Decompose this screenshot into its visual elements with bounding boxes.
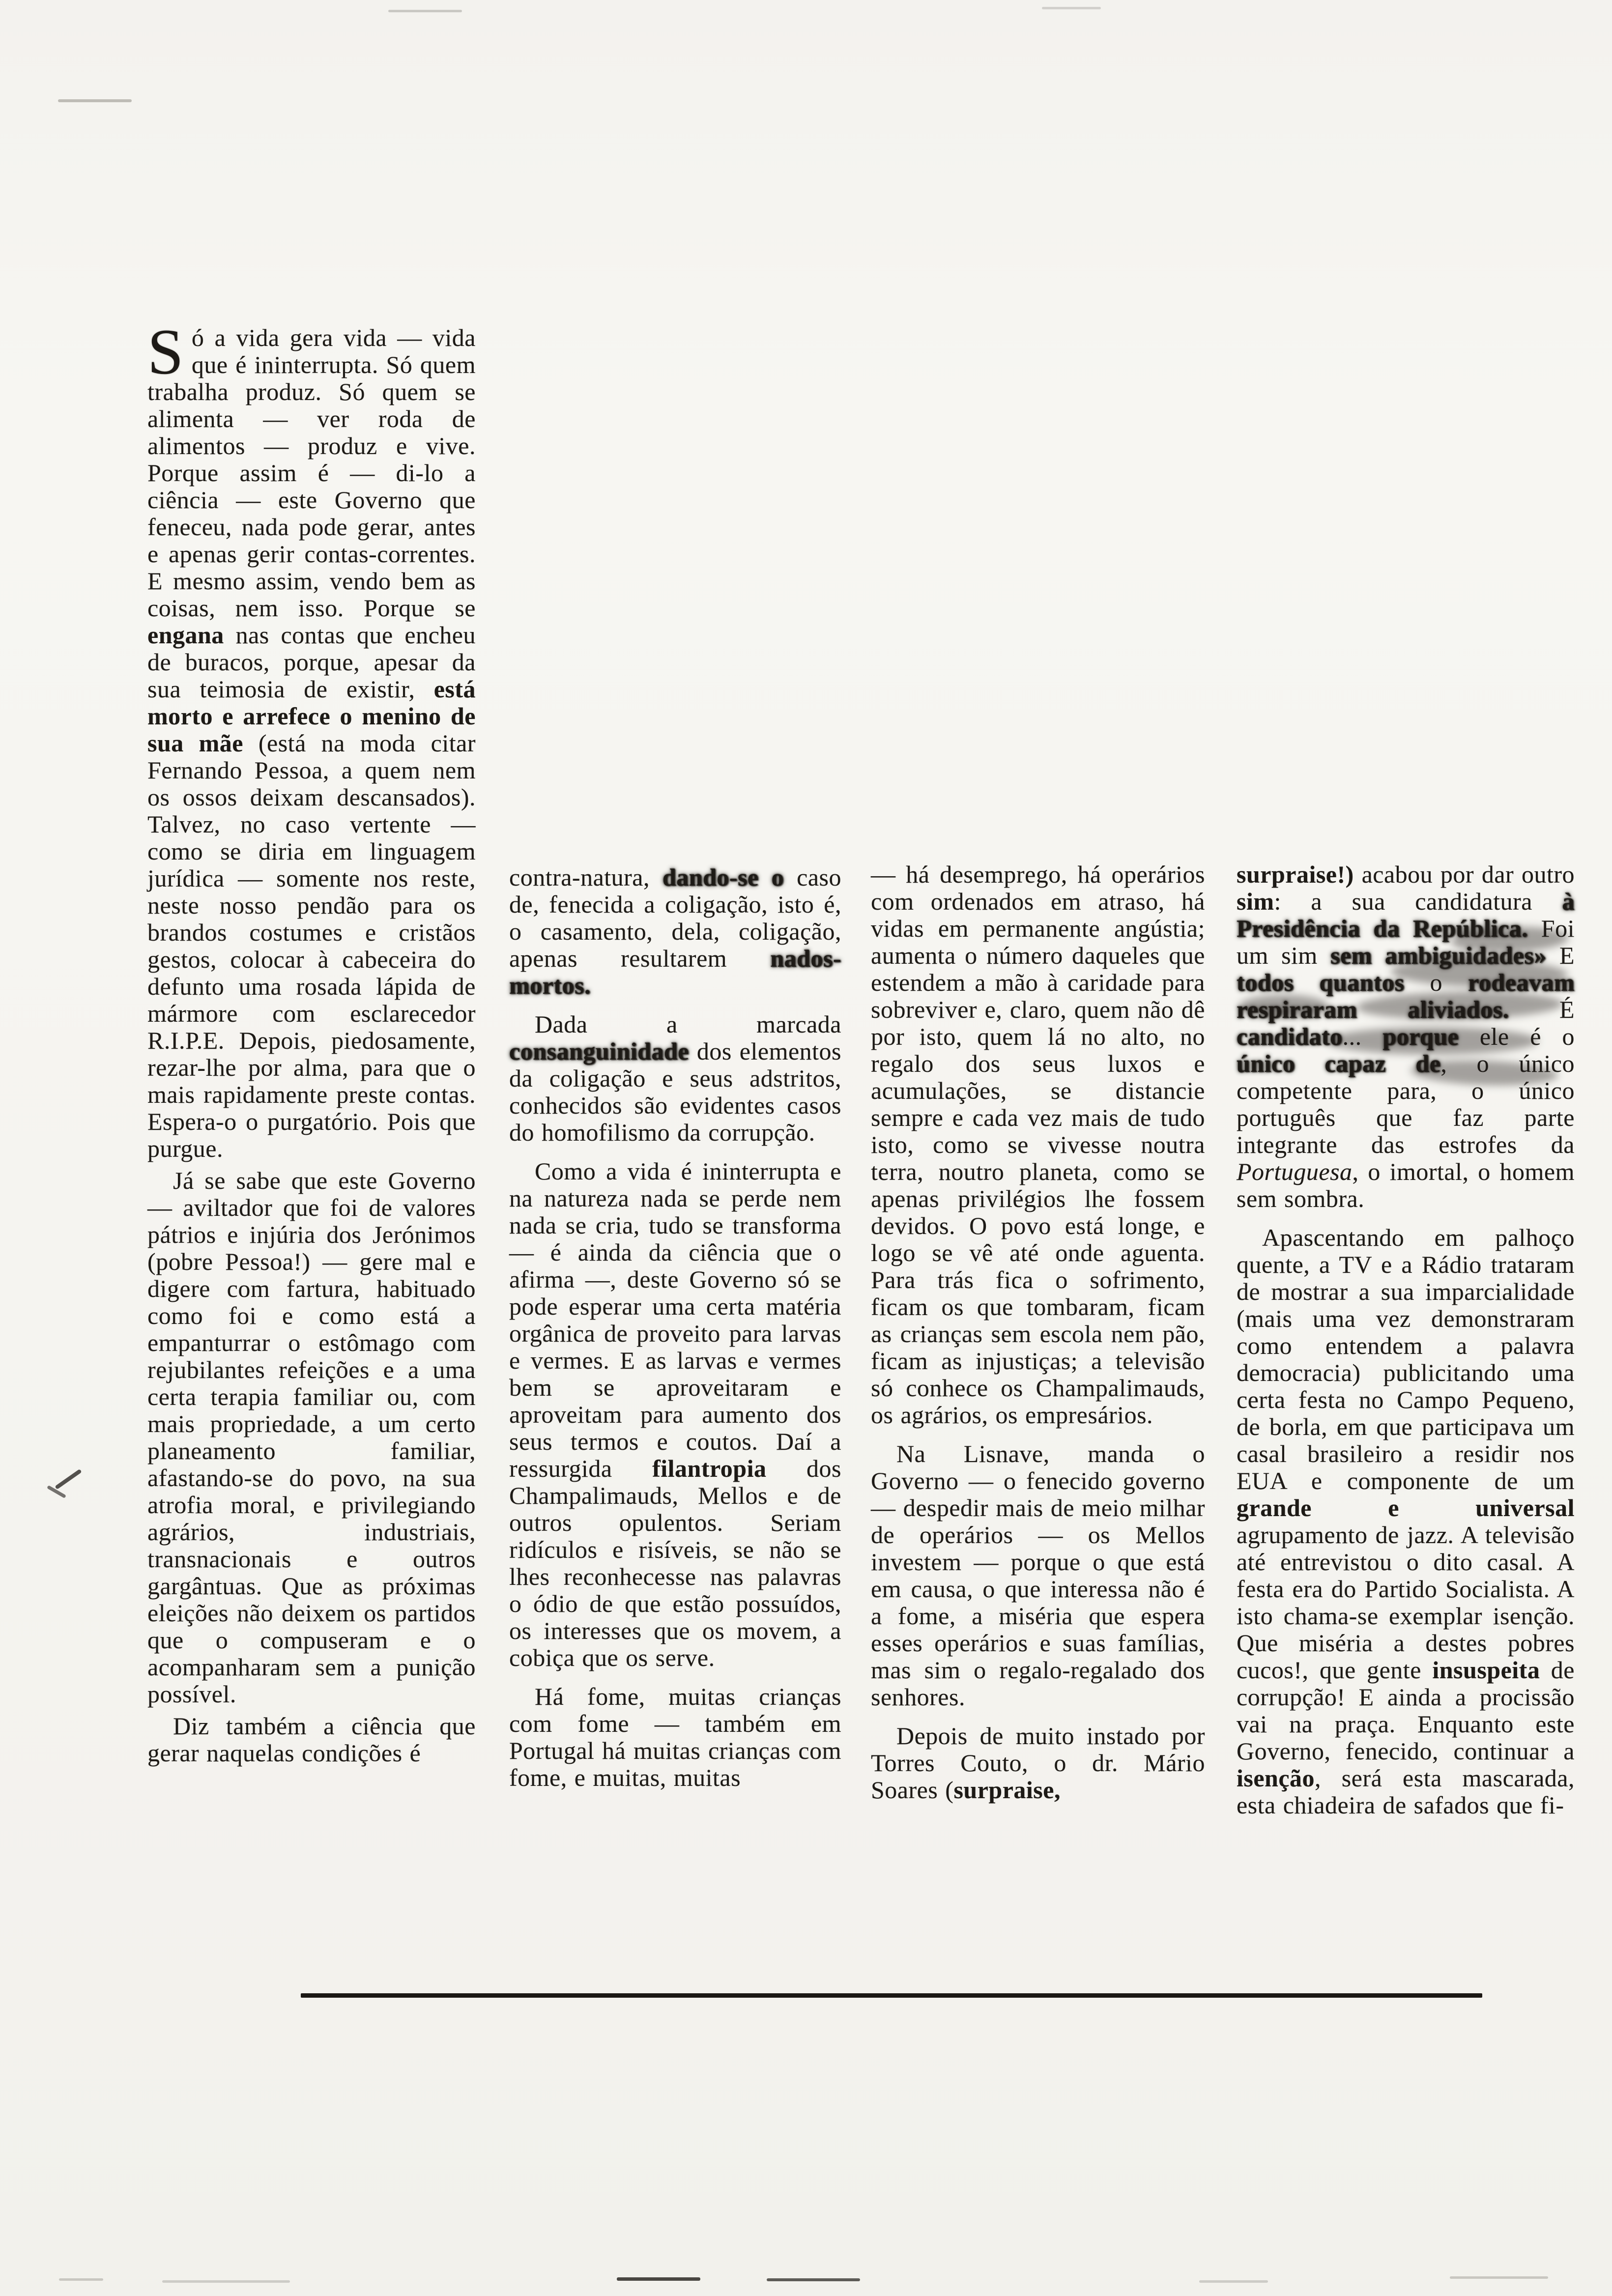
text-run: É [1509, 996, 1575, 1023]
text-run: ele é o [1459, 1023, 1575, 1050]
text-run: Depois de muito instado por Torres Couto, o dr. Mário Soares ( [871, 1722, 1205, 1804]
paragraph [871, 1722, 1205, 1804]
text-run: está morto e arrefece o menino de sua mãe [147, 675, 476, 757]
scan-artifact-dash [1042, 7, 1101, 9]
text-run: candidato [1237, 1023, 1343, 1050]
text-run: insuspeita [1432, 1656, 1540, 1684]
text-run: dos elementos da coligação e seus adstritos, conhecidos são evidentes casos do homofilismo da corrupção. [509, 1037, 841, 1146]
paragraph [509, 1158, 841, 1671]
paragraph [871, 1440, 1205, 1711]
scan-artifact-dash [1450, 2276, 1548, 2279]
pen-mark [55, 1469, 82, 1490]
text-run: à Presidência da República. [1237, 888, 1575, 942]
paragraph [147, 1713, 476, 1767]
article-column-2 [509, 864, 841, 1803]
paragraph [509, 864, 841, 999]
scan-artifact-dash [617, 2277, 700, 2281]
text-run: , o único competente para, o único português que faz parte integrante das estrofes da [1237, 1050, 1575, 1158]
ink-smudge [1327, 1027, 1538, 1055]
text-run: isenção [1237, 1764, 1315, 1792]
text-run: E [1546, 942, 1575, 969]
ink-smudge [1239, 995, 1328, 1017]
text-run: dos Champalimauds, Mellos e de outros opulentos. Seriam ridículos e risíveis, se não se lhes reconhecesse nas palavras o ódio de que estão possuídos, os interesses que os movem, a cobiça que os serve. [509, 1455, 841, 1671]
text-run: grande e universal [1237, 1494, 1575, 1521]
scan-artifact-dash [162, 2280, 290, 2283]
text-run: filantropia [652, 1455, 767, 1482]
text-run: o [1404, 969, 1468, 996]
text-run: ... [1342, 1023, 1383, 1050]
drop-cap: S [147, 316, 184, 388]
bottom-rule [301, 1993, 1482, 1998]
article-column-3 [871, 861, 1205, 1815]
text-run: dando-se o [662, 863, 784, 891]
text-run: (está na moda citar Fernando Pessoa, a quem nem os ossos deixam descansados). Talvez, no caso vertente — como se diria em linguagem jurídica — somente nos reste, neste nosso pendão para os brandos costumes e cristãos gestos, colocar à cabeceira do defunto uma rosada lápida de mármore com esclarecedor R.I.P.E. Depois, piedosamente, rezar-lhe por alma, para que o mais rapidamente preste contas. Espera-o o purgatório. Pois que purgue. [147, 729, 476, 1162]
text-run: porque [1382, 1023, 1459, 1050]
text-run: surpraise!) [1237, 861, 1354, 888]
text-run: , o imortal, o homem sem sombra. [1237, 1158, 1575, 1212]
text-run: consanguinidade [509, 1037, 689, 1065]
text-run: nas contas que encheu de buracos, porque, apesar da sua teimosia de existir, [147, 621, 476, 703]
text-run: Como a vida é ininterrupta e na natureza nada se perde nem nada se cria, tudo se transforma — é ainda da ciência que o afirma —, deste Governo só se pode esperar uma certa matéria orgânica de proveito para larvas e vermes. E as larvas e vermes bem se aproveitaram e aproveitam para aumento dos seus termos e coutos. Daí a ressurgida [509, 1157, 841, 1482]
text-run: de corrupção! E ainda a procissão vai na praça. Enquanto este Governo, fenecido, continuar a [1237, 1656, 1575, 1765]
text-run: sim [1237, 888, 1274, 915]
text-run: Diz também a ciência que gerar naquelas condições é [147, 1712, 476, 1767]
scan-artifact-dash [767, 2278, 860, 2281]
text-run: agrupamento de jazz. A televisão até entrevistou o dito casal. A festa era do Partido Socialista. A isto chama-se exemplar isenção. Que miséria a destes pobres cucos!, que gente [1237, 1521, 1575, 1684]
text-run: Na Lisnave, manda o Governo — o fenecido governo — despedir mais de meio milhar de operários — os Mellos investem — porque o que está em causa, o que interessa não é a fome, a miséria que espera esses operários e suas famílias, mas sim o regalo-regalado dos senhores. [871, 1440, 1205, 1711]
paragraph [509, 1011, 841, 1146]
text-run: acabou por dar outro [1353, 861, 1575, 888]
paragraph [871, 861, 1205, 1429]
text-run: caso de, fenecida a coligação, isto é, o casamento, dela, coligação, apenas resultarem [509, 863, 841, 972]
text-run: engana [147, 621, 224, 649]
text-run: surpraise, [953, 1776, 1061, 1804]
text-run: Apascentando em palhoço quente, a TV e a Rádio trataram de mostrar a sua imparcialidade (mais uma vez demonstraram como entendem a palavra democracia) publicitando uma certa festa no Campo Pequeno, de borla, em que participava um casal brasileiro a residir nos EUA e componente de um [1237, 1224, 1575, 1494]
text-run: todos quantos [1237, 969, 1405, 996]
text-run: Já se sabe que este Governo — aviltador que foi de valores pátrios e injúria dos Jerónimos (pobre Pessoa!) — gere mal e digere com fartura, habituado como foi e como está a empanturrar o estômago com rejubilantes refeições e a uma certa terapia familiar ou, com mais propriedade, a um certo planeamento familiar, afastando-se do povo, na sua atrofia moral, e privilegiando agrários, industriais, transnacionais e outros gargântuas. Que as próximas eleições não deixem os partidos que o compuseram e o acompanharam sem a punição possível. [147, 1167, 476, 1708]
scan-artifact-dash [59, 2278, 103, 2281]
scan-artifact-dash [1199, 2280, 1268, 2283]
paragraph [509, 1683, 841, 1791]
text-run: — há desemprego, há operários com ordenados em atraso, há vidas em permanente angústia; aumenta o número daqueles que estendem a mão à caridade para sobreviver e, claro, quem não dê por isto, quem lá no alto, no regalo dos seus luxos e acumulações, se distancie sempre e cada vez mais de tudo isto, como se vivesse noutra terra, noutro planeta, como se apenas privilégios lhe fossem devidos. O povo está longe, e logo se vê até onde aguenta. Para trás fica o sofrimento, ficam os que tombaram, ficam as crianças sem escola nem pão, ficam as injustiças; a televisão só conhece os Champalimauds, os agrários, os empresários. [871, 861, 1205, 1429]
text-run: , será esta mascarada, esta chiadeira de safados que fi- [1237, 1764, 1575, 1819]
text-run: sem ambiguidades» [1330, 942, 1547, 969]
text-run: ó a vida gera vida — vida que é ininterrupta. Só quem trabalha produz. Só quem se alimenta — ver roda de alimentos — produz e vive. Porque assim é — di-lo a ciência — este Governo que feneceu, nada pode gerar, antes e apenas gerir contas-correntes. E mesmo assim, vendo bem as coisas, nem isso. Porque se [147, 324, 476, 622]
scan-artifact-dash [388, 10, 462, 12]
text-run: único capaz de [1237, 1050, 1441, 1077]
paragraph [147, 1167, 476, 1708]
text-run: Há fome, muitas crianças com fome — também em Portugal há muitas crianças com fome, e muitas, muitas [509, 1683, 841, 1791]
text-run: Portuguesa [1237, 1158, 1353, 1185]
pencil-scribble-mark [58, 99, 132, 102]
text-run: Foi um sim [1237, 915, 1575, 969]
text-run: rodeavam respiraram aliviados. [1237, 969, 1575, 1023]
paragraph [147, 316, 476, 1162]
text-run: contra-natura, [509, 863, 662, 891]
text-run: Dada a marcada [535, 1010, 841, 1038]
text-run: : a sua candidatura [1274, 888, 1562, 915]
text-run: nados-mortos. [509, 945, 841, 999]
paragraph [1237, 1224, 1575, 1819]
article-column-1 [147, 316, 476, 1772]
